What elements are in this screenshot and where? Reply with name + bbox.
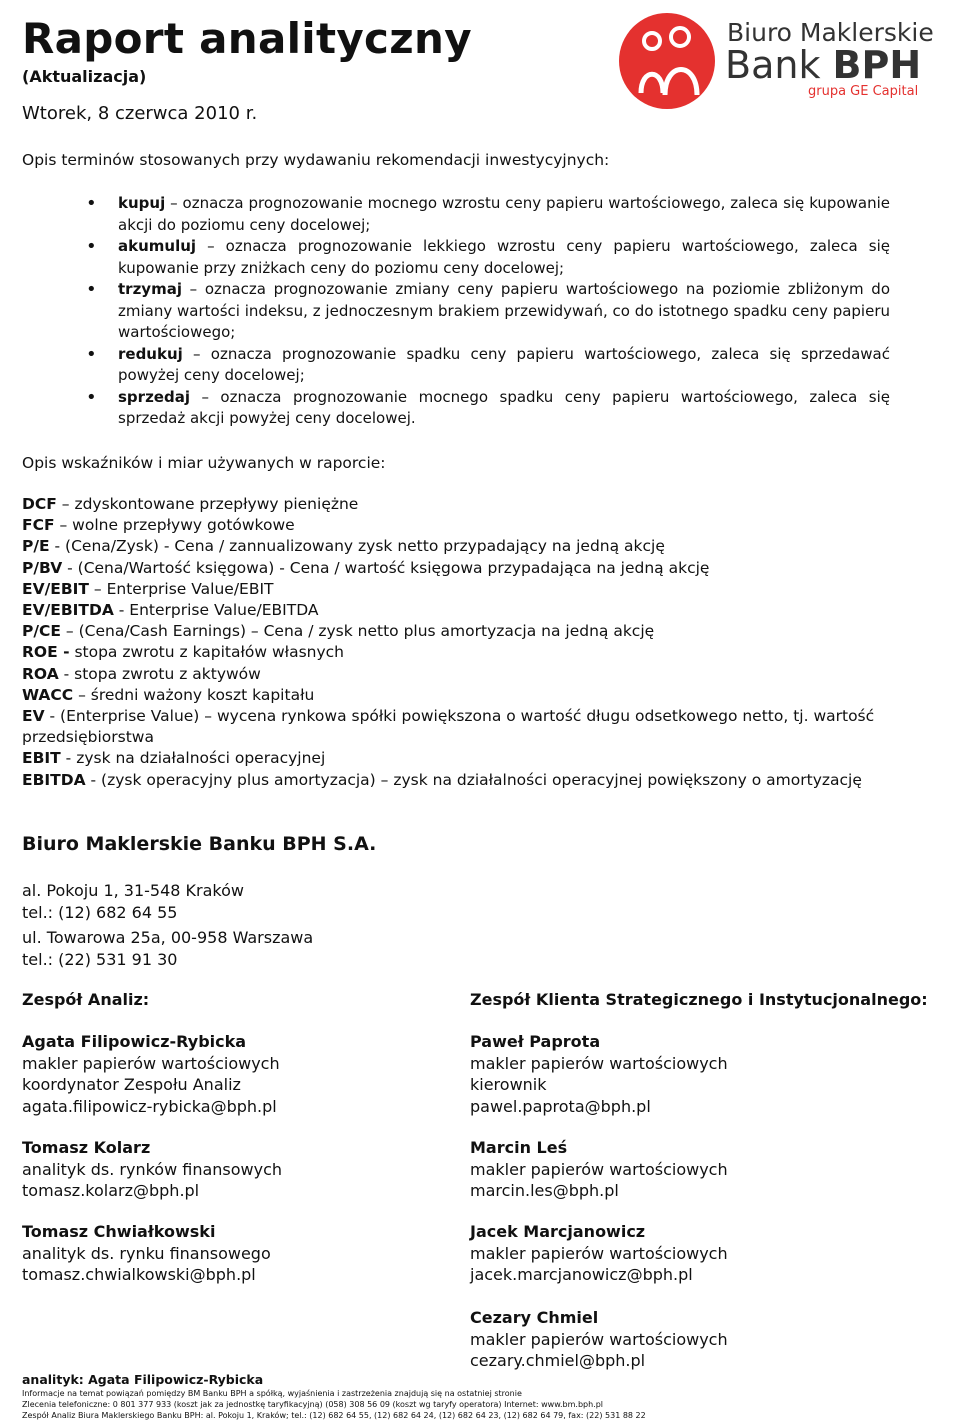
footer-orders: Zlecenia telefoniczne: 0 801 377 933 (koszt jak za jednostkę taryfikacyjną) (058) 308 56 09 (koszt wg taryfy operatora) Internet: www.bm.bph.pl	[22, 1400, 604, 1409]
term-desc: – (Cena/Cash Earnings) – Cena / zysk netto plus amortyzacja na jedną akcję	[61, 622, 655, 641]
report-date: Wtorek, 8 czerwca 2010 r.	[22, 103, 258, 124]
person-email[interactable]: jacek.marcjanowicz@bph.pl	[470, 1265, 693, 1284]
term: kupuj	[118, 194, 166, 212]
term-desc: – oznacza prognozowanie spadku ceny papieru wartościowego, zaleca się sprzedawać powyżej ceny docelowej;	[118, 344, 890, 384]
person-role: kierownik	[470, 1075, 547, 1094]
list-item	[90, 344, 890, 387]
person-title: makler papierów wartościowych	[470, 1243, 728, 1263]
person-name: Agata Filipowicz-Rybicka	[22, 1032, 247, 1051]
list-item	[22, 536, 902, 557]
person-name: Tomasz Kolarz	[22, 1138, 151, 1157]
address-krakow	[22, 880, 244, 923]
person-email[interactable]: tomasz.chwialkowski@bph.pl	[22, 1265, 256, 1284]
list-item	[90, 236, 890, 279]
term: EV/EBITDA	[22, 601, 114, 620]
person-name: Cezary Chmiel	[470, 1308, 599, 1327]
report-subtitle: (Aktualizacja)	[22, 67, 147, 86]
list-item	[22, 642, 902, 663]
list-item	[90, 279, 890, 344]
list-item	[22, 579, 902, 600]
term: trzymaj	[118, 280, 182, 298]
person-card	[470, 1031, 728, 1117]
term: ROE -	[22, 643, 70, 662]
term: EV	[22, 707, 45, 726]
company-name: Biuro Maklerskie Banku BPH S.A.	[22, 833, 377, 855]
term-desc: – Enterprise Value/EBIT	[89, 579, 274, 598]
team-clients-heading: Zespół Klienta Strategicznego i Instytucjonalnego:	[470, 990, 928, 1009]
term-desc: – oznacza prognozowanie mocnego wzrostu ceny papieru wartościowego, zaleca się kupowanie akcji do poziomu ceny docelowej;	[118, 194, 890, 234]
list-item	[22, 748, 902, 769]
term: akumuluj	[118, 237, 197, 255]
term: P/E	[22, 537, 50, 556]
term-desc: – średni ważony koszt kapitału	[73, 685, 315, 704]
footer-analyst: analityk: Agata Filipowicz-Rybicka	[22, 1372, 264, 1387]
report-title: Raport analityczny	[22, 14, 472, 63]
term-desc: – wolne przepływy gotówkowe	[54, 516, 295, 535]
list-item	[22, 494, 902, 515]
term: ROA	[22, 664, 59, 683]
person-title: makler papierów wartościowych	[470, 1329, 728, 1349]
term: P/CE	[22, 622, 61, 641]
person-card	[470, 1221, 728, 1286]
term: redukuj	[118, 344, 183, 363]
person-name: Tomasz Chwiałkowski	[22, 1222, 216, 1241]
recommendations-list	[90, 193, 890, 430]
list-item	[22, 558, 902, 579]
person-card	[470, 1307, 728, 1372]
logo-figures-icon	[619, 13, 715, 109]
person-email[interactable]: tomasz.kolarz@bph.pl	[22, 1181, 200, 1200]
address-phone: tel.: (12) 682 64 55	[22, 902, 178, 922]
address-street: al. Pokoju 1, 31-548 Kraków	[22, 881, 244, 900]
person-title: makler papierów wartościowych	[22, 1053, 280, 1073]
term: P/BV	[22, 558, 63, 577]
person-email[interactable]: pawel.paprota@bph.pl	[470, 1096, 651, 1116]
term: EV/EBIT	[22, 579, 89, 598]
term-desc: – zdyskontowane przepływy pieniężne	[56, 495, 359, 513]
term: DCF	[22, 495, 57, 513]
term-desc: – oznacza prognozowanie mocnego spadku ceny papieru wartościowego, zaleca się sprzedaż akcji powyżej ceny docelowej.	[118, 387, 890, 427]
person-name: Marcin Leś	[470, 1138, 568, 1157]
person-title: makler papierów wartościowych	[470, 1053, 728, 1073]
term-desc: - (Cena/Zysk) - Cena / zannualizowany zysk netto przypadający na jedną akcję	[49, 537, 665, 556]
address-phone: tel.: (22) 531 91 30	[22, 949, 178, 969]
term-desc: - stopa zwrotu z aktywów	[58, 664, 261, 683]
person-title: makler papierów wartościowych	[470, 1159, 728, 1179]
logo-bank: Bank	[725, 43, 833, 87]
term-desc: – oznacza prognozowanie zmiany ceny papieru wartościowego na poziomie zbliżonym do zmiany wartości indeksu, z jednoczesnym brakiem przewidywań, co do istotnego spadku ceny papieru wartościowego;	[118, 280, 890, 341]
logo-text-line2	[725, 43, 921, 87]
term: sprzedaj	[118, 387, 190, 406]
list-item	[22, 600, 902, 621]
person-card	[22, 1137, 282, 1202]
address-street: ul. Towarowa 25a, 00-958 Warszawa	[22, 928, 314, 947]
list-item	[22, 515, 902, 536]
term-desc: – oznacza prognozowanie lekkiego wzrostu ceny papieru wartościowego, zaleca się kupowanie przy zniżkach ceny do poziomu ceny docelowej;	[118, 237, 890, 277]
footer-contact: Zespół Analiz Biura Maklerskiego Banku BPH: al. Pokoju 1, Kraków; tel.: (12) 682 64 55, (12) 682 64 24, (12) 682 64 23, (12) 682 64 79, fax: (22) 531 88 22	[22, 1411, 646, 1420]
person-email[interactable]: agata.filipowicz-rybicka@bph.pl	[22, 1096, 277, 1116]
address-warszawa	[22, 927, 313, 970]
person-name: Paweł Paprota	[470, 1032, 601, 1051]
term-desc: stopa zwrotu z kapitałów własnych	[69, 643, 344, 662]
person-email[interactable]: marcin.les@bph.pl	[470, 1181, 619, 1200]
term: EBITDA	[22, 770, 86, 789]
term-desc: - (zysk operacyjny plus amortyzacja) – zysk na działalności operacyjnej powiększony o amortyzację	[85, 770, 862, 789]
person-card	[22, 1031, 280, 1117]
team-analysis-heading: Zespół Analiz:	[22, 990, 150, 1009]
list-item	[22, 685, 902, 706]
indicators-list	[22, 494, 902, 791]
recommendations-heading: Opis terminów stosowanych przy wydawaniu rekomendacji inwestycyjnych:	[22, 151, 610, 169]
person-card	[470, 1137, 728, 1202]
term-desc: - zysk na działalności operacyjnej	[60, 749, 326, 768]
indicators-heading: Opis wskaźników i miar używanych w raporcie:	[22, 454, 386, 472]
list-item	[90, 387, 890, 430]
term-desc: - Enterprise Value/EBITDA	[113, 601, 319, 620]
person-name: Jacek Marcjanowicz	[470, 1222, 646, 1241]
list-item	[22, 770, 902, 791]
term-desc: - (Cena/Wartość księgowa) - Cena / wartość księgowa przypadająca na jedną akcję	[62, 558, 710, 577]
company-logo	[607, 6, 934, 118]
logo-text-line3: grupa GE Capital	[808, 84, 919, 99]
list-item	[22, 664, 902, 685]
term: EBIT	[22, 749, 61, 768]
term-desc: - (Enterprise Value) – wycena rynkowa spółki powiększona o wartość długu odsetkowego netto, tj. wartość przedsiębiorstwa	[22, 707, 875, 747]
term: WACC	[22, 685, 74, 704]
person-title: analityk ds. rynku finansowego	[22, 1243, 271, 1263]
person-card	[22, 1221, 271, 1286]
term: FCF	[22, 516, 55, 535]
logo-text-line1: Biuro Maklerskie	[727, 18, 934, 47]
list-item	[22, 621, 902, 642]
person-role: koordynator Zespołu Analiz	[22, 1075, 241, 1094]
person-email[interactable]: cezary.chmiel@bph.pl	[470, 1351, 646, 1370]
person-title: analityk ds. rynków finansowych	[22, 1159, 283, 1179]
footer-disclaimer: Informacje na temat powiązań pomiędzy BM Banku BPH a spółką, wyjaśnienia i zastrzeżenia znajdują się na ostatniej stronie	[22, 1389, 522, 1398]
logo-bph: BPH	[832, 43, 922, 87]
list-item	[90, 193, 890, 236]
list-item	[22, 706, 902, 748]
